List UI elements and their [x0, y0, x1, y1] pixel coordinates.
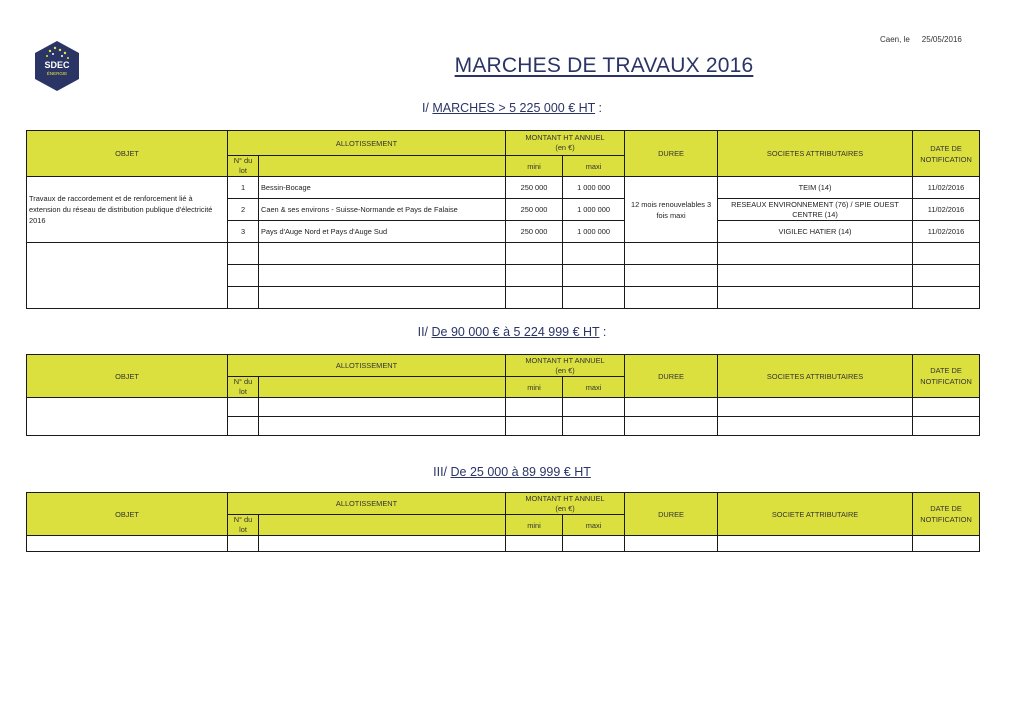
logo-text: SDEC: [44, 60, 70, 70]
header-montant: MONTANT HT ANNUEL (en €): [506, 355, 625, 377]
header-societes: SOCIETES ATTRIBUTAIRES: [718, 131, 913, 177]
lot-number: 3: [228, 221, 259, 243]
header-date-notification: DATE DE NOTIFICATION: [913, 493, 980, 536]
montant-maxi: 1 000 000: [563, 177, 625, 199]
document-date: 25/05/2016: [921, 35, 962, 44]
lot-label: Bessin-Bocage: [259, 177, 506, 199]
objet-cell: Travaux de raccordement et de renforcement lié à extension du réseau de distribution publique d'électricité 2016: [27, 177, 228, 243]
header-maxi: maxi: [563, 515, 625, 536]
header-mini: mini: [506, 156, 563, 177]
header-mini: mini: [506, 377, 563, 398]
section-3-table: [26, 492, 980, 552]
page-title: MARCHES DE TRAVAUX 2016: [454, 54, 754, 77]
societe-cell: TEIM (14): [718, 177, 913, 199]
section-1-table: [26, 130, 980, 309]
empty-row: [27, 536, 980, 552]
section-3-title: III/ De 25 000 à 89 999 € HT: [433, 465, 591, 479]
header-montant: MONTANT HT ANNUEL (en €): [506, 131, 625, 156]
header-date-notification: DATE DE NOTIFICATION: [913, 131, 980, 177]
header-lot-label: [259, 377, 506, 398]
header-maxi: maxi: [563, 377, 625, 398]
montant-mini: 250 000: [506, 199, 563, 221]
header-maxi: maxi: [563, 156, 625, 177]
date-cell: 11/02/2016: [913, 177, 980, 199]
logo-subtext: ÉNERGIE: [46, 71, 68, 76]
header-objet: OBJET: [27, 355, 228, 398]
header-duree: DUREE: [625, 493, 718, 536]
date-cell: 11/02/2016: [913, 221, 980, 243]
lot-label: Caen & ses environs - Suisse-Normande et Pays de Falaise: [259, 199, 506, 221]
duree-cell: 12 mois renouvelables 3 fois maxi: [625, 177, 718, 243]
header-lot-label: [259, 156, 506, 177]
date-cell: 11/02/2016: [913, 199, 980, 221]
header-num-lot: N° du lot: [228, 377, 259, 398]
header-num-lot: N° du lot: [228, 515, 259, 536]
city-label: Caen, le: [880, 35, 910, 44]
montant-maxi: 1 000 000: [563, 199, 625, 221]
header-mini: mini: [506, 515, 563, 536]
section-2-title: II/ De 90 000 € à 5 224 999 € HT :: [417, 325, 607, 339]
header-montant: MONTANT HT ANNUEL (en €): [506, 493, 625, 515]
section-2-table: [26, 354, 980, 436]
header-allotissement: ALLOTISSEMENT: [228, 493, 506, 515]
header-date-notification: DATE DE NOTIFICATION: [913, 355, 980, 398]
header-societe: SOCIETE ATTRIBUTAIRE: [718, 493, 913, 536]
lot-number: 1: [228, 177, 259, 199]
header-allotissement: ALLOTISSEMENT: [228, 131, 506, 156]
montant-maxi: 1 000 000: [563, 221, 625, 243]
header-duree: DUREE: [625, 355, 718, 398]
table-row: [27, 177, 980, 199]
header-lot-label: [259, 515, 506, 536]
montant-mini: 250 000: [506, 177, 563, 199]
empty-row: [27, 243, 980, 265]
montant-mini: 250 000: [506, 221, 563, 243]
header-objet: OBJET: [27, 493, 228, 536]
header-allotissement: ALLOTISSEMENT: [228, 355, 506, 377]
section-1-title: I/ MARCHES > 5 225 000 € HT :: [421, 101, 603, 115]
date-line: [880, 35, 962, 44]
header-duree: DUREE: [625, 131, 718, 177]
header-societes: SOCIETES ATTRIBUTAIRES: [718, 355, 913, 398]
header-objet: OBJET: [27, 131, 228, 177]
lot-label: Pays d'Auge Nord et Pays d'Auge Sud: [259, 221, 506, 243]
header-num-lot: N° du lot: [228, 156, 259, 177]
societe-cell: RESEAUX ENVIRONNEMENT (76) / SPIE OUEST CENTRE (14): [718, 199, 913, 221]
lot-number: 2: [228, 199, 259, 221]
empty-row: [27, 398, 980, 417]
societe-cell: VIGILEC HATIER (14): [718, 221, 913, 243]
